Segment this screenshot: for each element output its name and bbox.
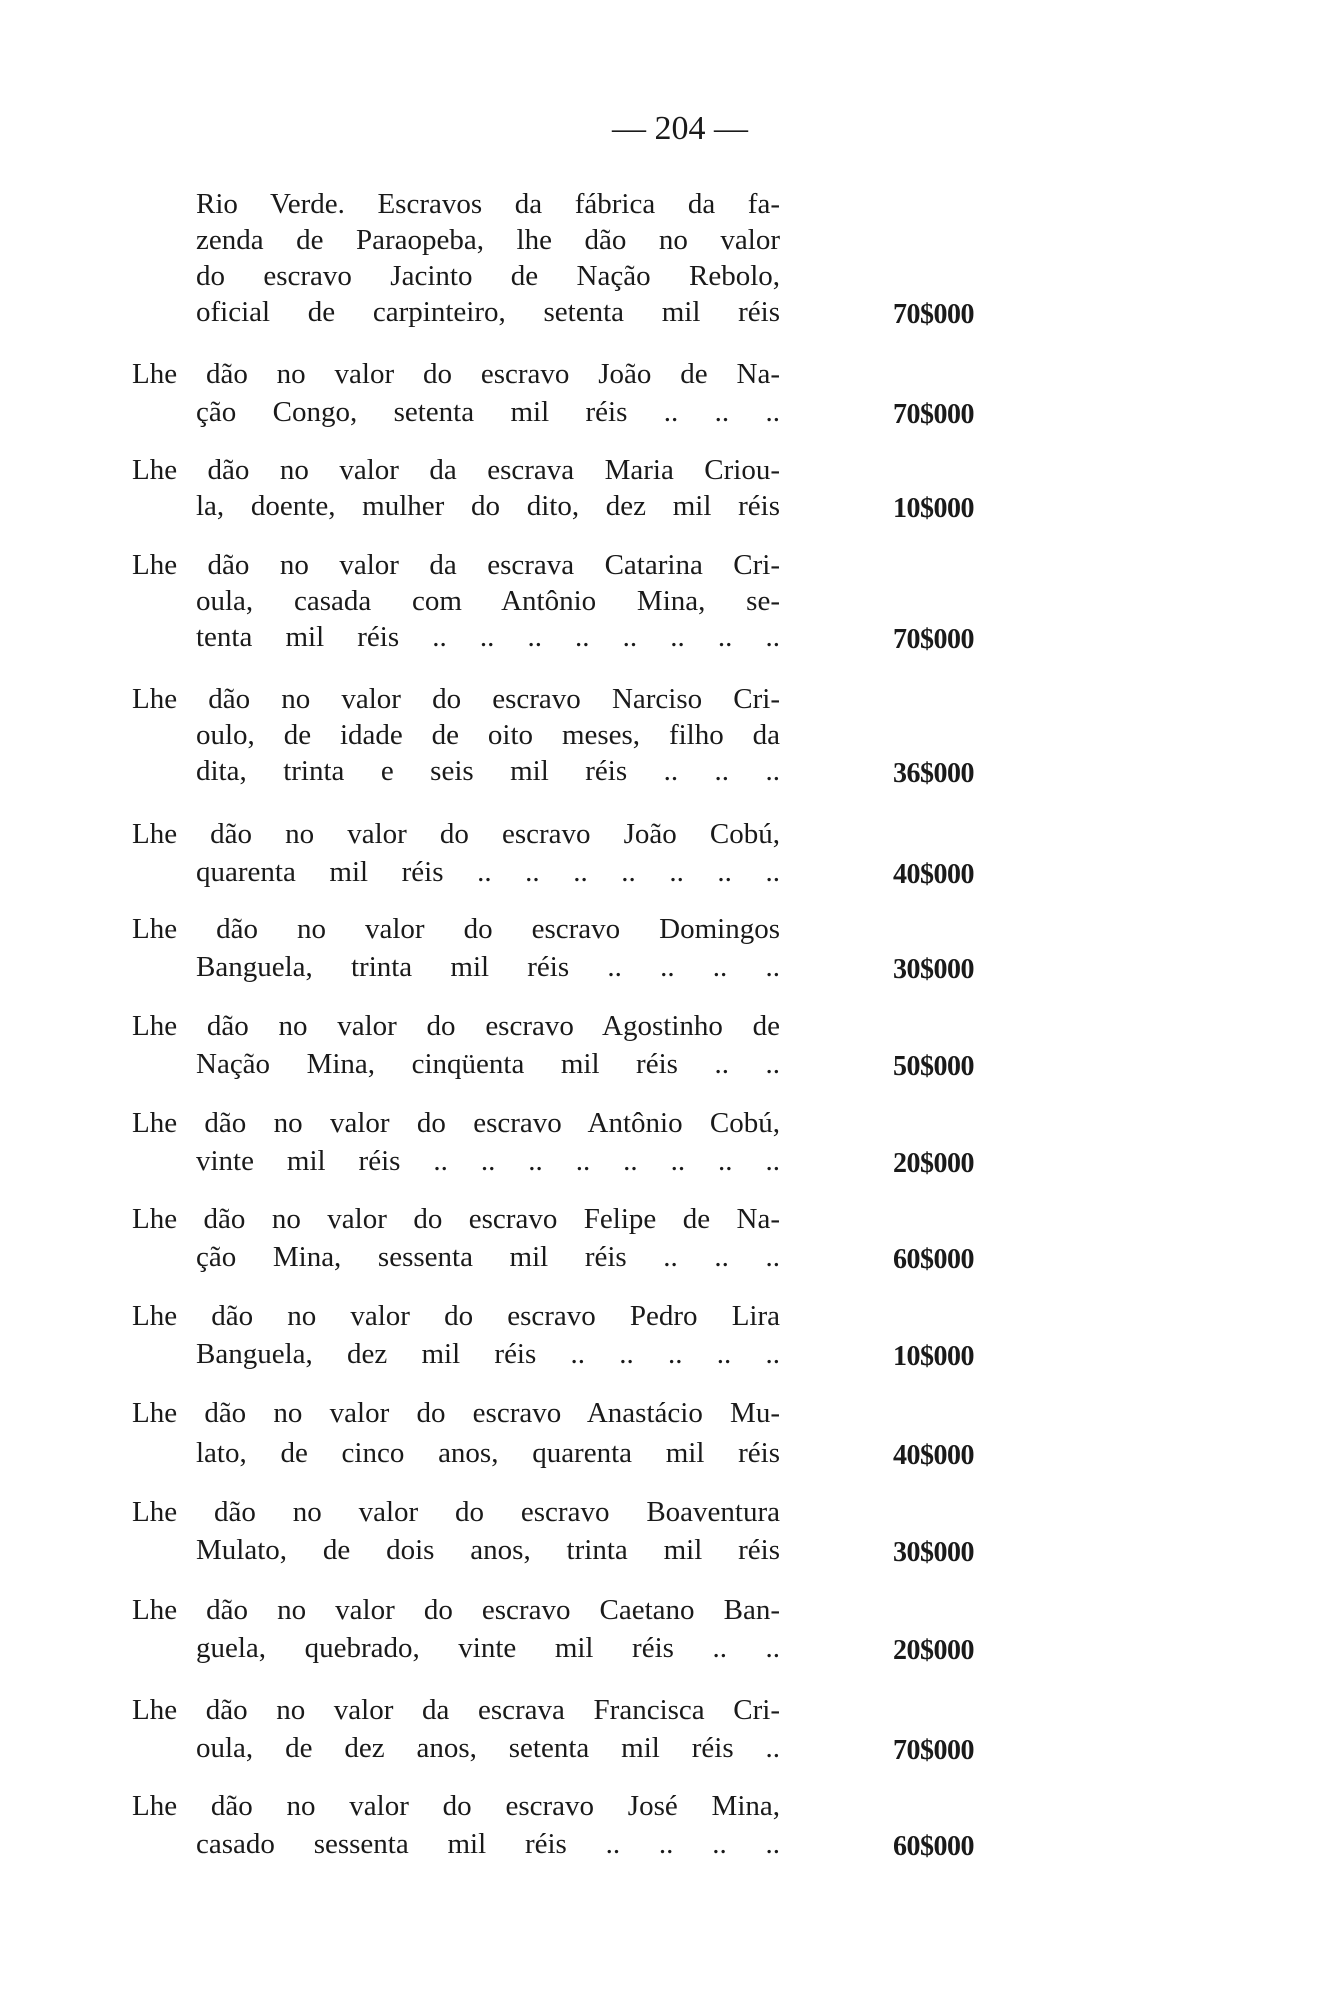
entry-text-line: lato, de cinco anos, quarenta mil réis — [196, 1437, 780, 1469]
entry-amount: 20$000 — [893, 1148, 974, 1179]
entry-text-line: Rio Verde. Escravos da fábrica da fa- — [196, 188, 780, 220]
entry-amount: 70$000 — [893, 624, 974, 655]
entry-text-line: Lhe dão no valor do escravo Narciso Cri- — [132, 683, 780, 715]
entry-amount: 10$000 — [893, 1341, 974, 1372]
entry-text-line: Lhe dão no valor da escrava Catarina Cri- — [132, 549, 780, 581]
entry-amount: 40$000 — [893, 859, 974, 890]
entry-text-line: ção Congo, setenta mil réis .. .. .. — [196, 396, 780, 428]
entry-text-line: guela, quebrado, vinte mil réis .. .. — [196, 1632, 780, 1664]
entry-amount: 70$000 — [893, 399, 974, 430]
entry-text-line: oula, de dez anos, setenta mil réis .. — [196, 1732, 780, 1764]
entry-amount: 40$000 — [893, 1440, 974, 1471]
entry-amount: 30$000 — [893, 954, 974, 985]
page-number: — 204 — — [612, 110, 748, 147]
entry-amount: 10$000 — [893, 493, 974, 524]
entry-text-line: Lhe dão no valor do escravo João Cobú, — [132, 818, 780, 850]
entry-amount: 70$000 — [893, 1735, 974, 1766]
entry-text-line: quarenta mil réis .. .. .. .. .. .. .. — [196, 856, 780, 888]
entry-text-line: dita, trinta e seis mil réis .. .. .. — [196, 755, 780, 787]
entry-text-line: la, doente, mulher do dito, dez mil réis — [196, 490, 780, 522]
entry-amount: 30$000 — [893, 1537, 974, 1568]
entry-text-line: tenta mil réis .. .. .. .. .. .. .. .. — [196, 621, 780, 653]
entry-text-line: Lhe dão no valor do escravo José Mina, — [132, 1790, 780, 1822]
entry-text-line: Lhe dão no valor do escravo João de Na- — [132, 358, 780, 390]
entry-text-line: Banguela, dez mil réis .. .. .. .. .. — [196, 1338, 780, 1370]
entry-text-line: oulo, de idade de oito meses, filho da — [196, 719, 780, 751]
entry-text-line: Lhe dão no valor do escravo Anastácio Mu- — [132, 1397, 780, 1429]
entry-amount: 50$000 — [893, 1051, 974, 1082]
entry-amount: 60$000 — [893, 1244, 974, 1275]
entry-text-line: do escravo Jacinto de Nação Rebolo, — [196, 260, 780, 292]
entry-text-line: Lhe dão no valor do escravo Caetano Ban- — [132, 1594, 780, 1626]
entry-amount: 60$000 — [893, 1831, 974, 1862]
entry-text-line: Lhe dão no valor do escravo Felipe de Na- — [132, 1203, 780, 1235]
entry-amount: 20$000 — [893, 1635, 974, 1666]
entry-text-line: ção Mina, sessenta mil réis .. .. .. — [196, 1241, 780, 1273]
entry-text-line: Lhe dão no valor do escravo Pedro Lira — [132, 1300, 780, 1332]
entry-amount: 70$000 — [893, 299, 974, 330]
entry-text-line: oula, casada com Antônio Mina, se- — [196, 585, 780, 617]
entry-text-line: Banguela, trinta mil réis .. .. .. .. — [196, 951, 780, 983]
entry-text-line: vinte mil réis .. .. .. .. .. .. .. .. — [196, 1145, 780, 1177]
entry-text-line: Lhe dão no valor do escravo Domingos — [132, 913, 780, 945]
entry-amount: 36$000 — [893, 758, 974, 789]
entry-text-line: Lhe dão no valor do escravo Antônio Cobú, — [132, 1107, 780, 1139]
entry-text-line: Lhe dão no valor da escrava Francisca Cri- — [132, 1694, 780, 1726]
entry-text-line: Mulato, de dois anos, trinta mil réis — [196, 1534, 780, 1566]
entry-text-line: zenda de Paraopeba, lhe dão no valor — [196, 224, 780, 256]
entry-text-line: Lhe dão no valor do escravo Boaventura — [132, 1496, 780, 1528]
entry-text-line: Nação Mina, cinqüenta mil réis .. .. — [196, 1048, 780, 1080]
entry-text-line: casado sessenta mil réis .. .. .. .. — [196, 1828, 780, 1860]
entry-text-line: oficial de carpinteiro, setenta mil réis — [196, 296, 780, 328]
entry-text-line: Lhe dão no valor da escrava Maria Criou- — [132, 454, 780, 486]
entry-text-line: Lhe dão no valor do escravo Agostinho de — [132, 1010, 780, 1042]
